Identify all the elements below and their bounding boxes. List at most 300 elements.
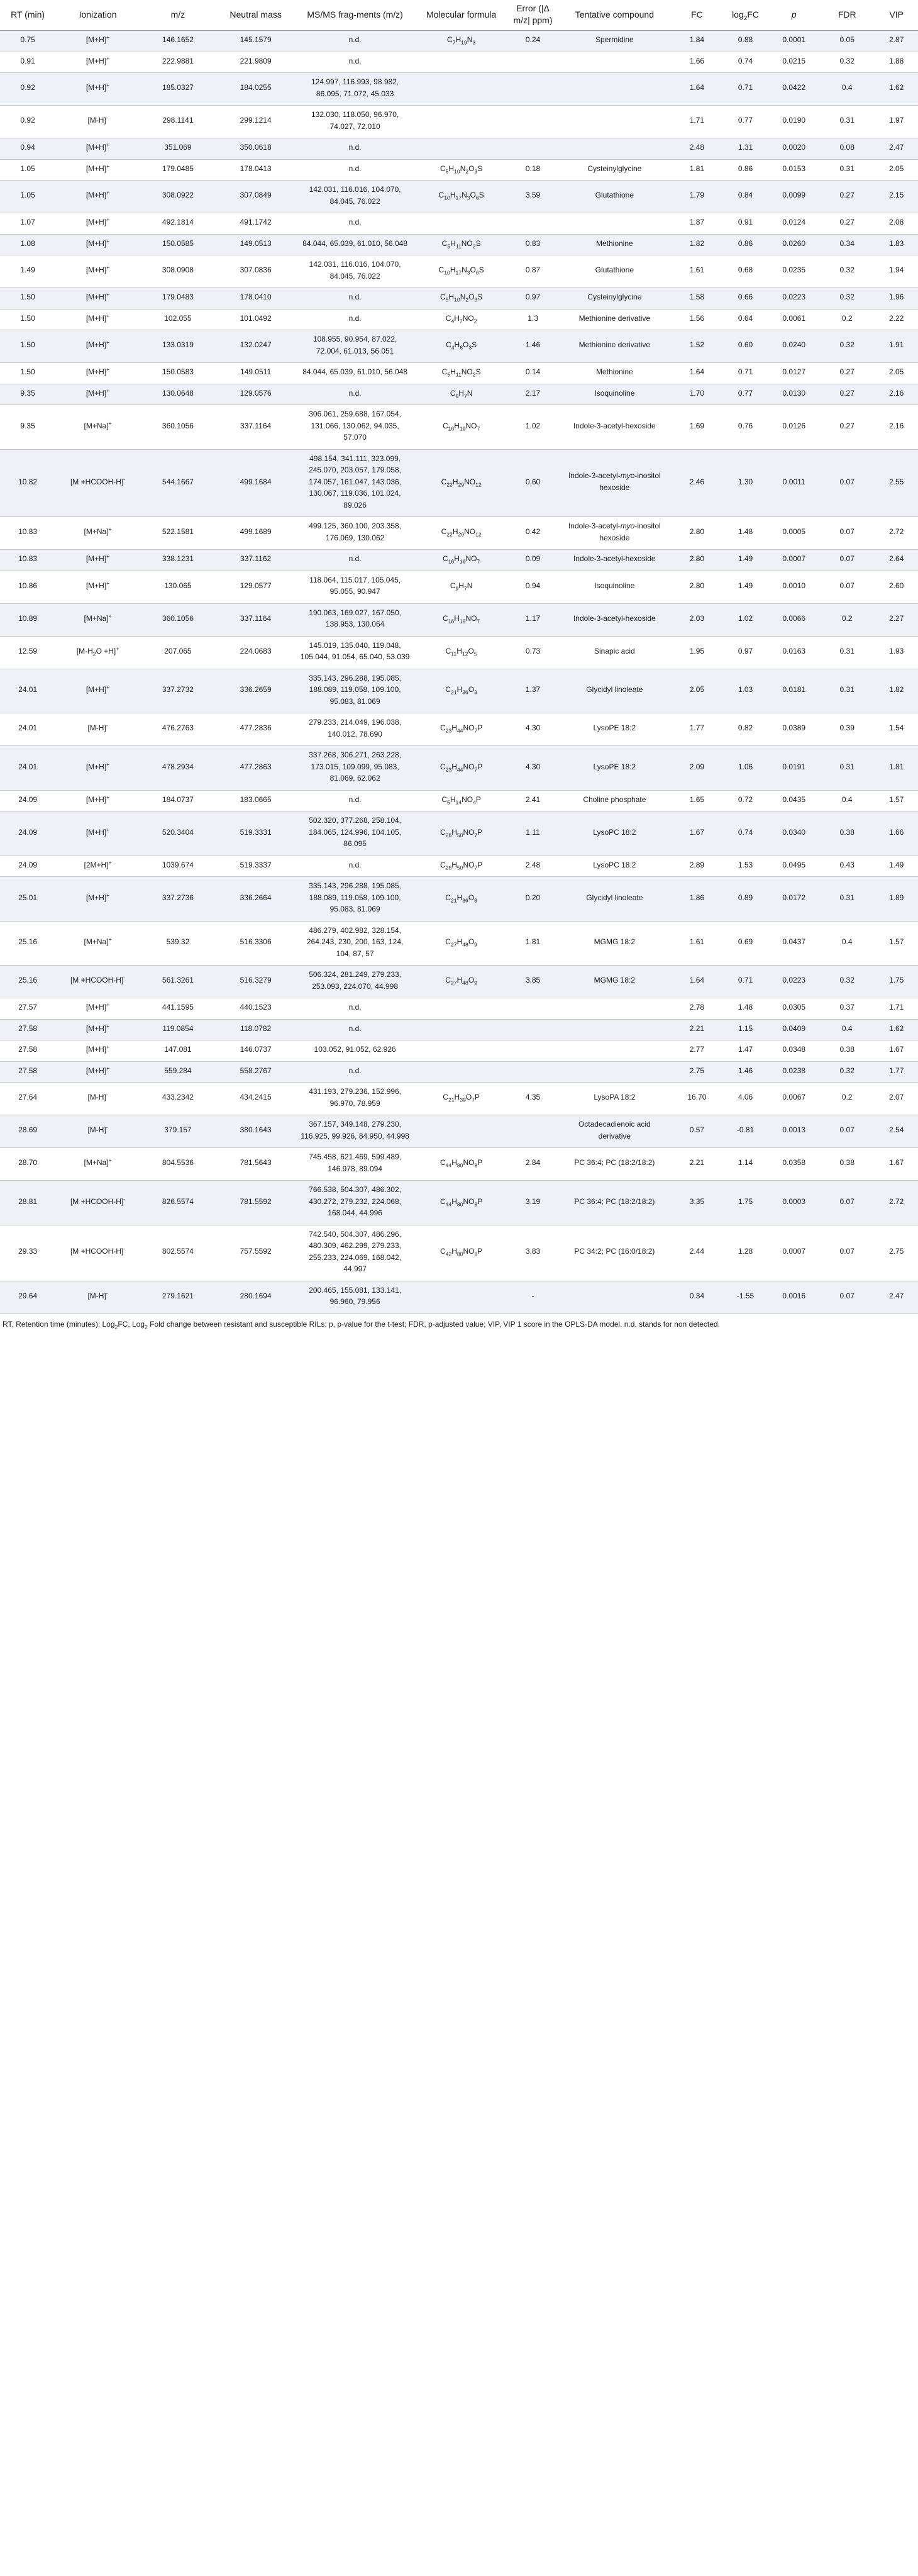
cell-tentative-compound: Sinapic acid <box>558 636 672 669</box>
cell-rt: 24.09 <box>0 811 55 856</box>
cell-vip: 1.77 <box>875 1061 918 1083</box>
cell-msms-fragments: 84.044, 65.039, 61.010, 56.048 <box>296 234 414 255</box>
cell-fc: 16.70 <box>672 1083 722 1115</box>
cell-error-ppm: 0.14 <box>508 363 557 384</box>
cell-fc: 1.95 <box>672 636 722 669</box>
cell-vip: 1.57 <box>875 790 918 811</box>
cell-fc: 2.21 <box>672 1148 722 1181</box>
cell-vip: 1.62 <box>875 1019 918 1040</box>
cell-fc: 1.56 <box>672 309 722 330</box>
cell-fc: 2.80 <box>672 517 722 550</box>
cell-neutral-mass: 519.3337 <box>216 856 296 877</box>
cell-error-ppm <box>508 106 557 138</box>
cell-tentative-compound: Choline phosphate <box>558 790 672 811</box>
cell-msms-fragments: n.d. <box>296 998 414 1020</box>
cell-p-value: 0.0066 <box>768 603 819 636</box>
cell-rt: 25.16 <box>0 921 55 966</box>
cell-log2fc: 0.77 <box>722 106 768 138</box>
table-footnote: RT, Retention time (minutes); Log$_2$FC, Log$_2$ Fold change between resistant and susceptible RILs; p, p-value for the t-test; FDR, p-adjusted value; VIP, VIP 1 score in the OPLS-DA model. n.d. stands for non detected. <box>3 1319 720 1330</box>
cell-vip: 2.15 <box>875 181 918 213</box>
cell-fc: 1.84 <box>672 31 722 52</box>
cell-fdr: 0.08 <box>819 138 875 160</box>
cell-msms-fragments: n.d. <box>296 550 414 571</box>
cell-neutral-mass: 434.2415 <box>216 1083 296 1115</box>
cell-log2fc: 0.77 <box>722 384 768 405</box>
cell-msms-fragments: 745.458, 621.469, 599.489, 146.978, 89.094 <box>296 1148 414 1181</box>
cell-error-ppm: 0.87 <box>508 255 557 288</box>
cell-tentative-compound: Octadecadienoic acid derivative <box>558 1115 672 1148</box>
cell-tentative-compound <box>558 106 672 138</box>
cell-fdr: 0.31 <box>819 159 875 181</box>
cell-molecular-formula: $C_5H_{10}N_2O_3S$ <box>414 159 508 181</box>
cell-ionization: [2M+H]+ <box>55 856 140 877</box>
cell-msms-fragments: 335.143, 296.288, 195.085, 188.089, 119.058, 109.100, 95.083, 81.069 <box>296 877 414 922</box>
cell-rt: 1.50 <box>0 288 55 309</box>
cell-p-value: 0.0437 <box>768 921 819 966</box>
cell-tentative-compound: Indole-3-acetyl-myo-inositol hexoside <box>558 517 672 550</box>
cell-rt: 27.58 <box>0 1019 55 1040</box>
cell-ionization: [M+Na]+ <box>55 603 140 636</box>
cell-error-ppm: 2.48 <box>508 856 557 877</box>
cell-neutral-mass: 757.5592 <box>216 1225 296 1281</box>
cell-p-value: 0.0223 <box>768 288 819 309</box>
cell-fdr: 0.07 <box>819 550 875 571</box>
cell-molecular-formula: $C_{22}H_{29}NO_{12}$ <box>414 449 508 517</box>
cell-neutral-mass: 146.0737 <box>216 1040 296 1062</box>
cell-error-ppm: 3.59 <box>508 181 557 213</box>
cell-mz: 337.2732 <box>140 669 216 713</box>
cell-ionization: [M+H]+ <box>55 363 140 384</box>
cell-vip: 2.08 <box>875 213 918 235</box>
table-row <box>0 1083 918 1115</box>
cell-p-value: 0.0007 <box>768 550 819 571</box>
cell-rt: 12.59 <box>0 636 55 669</box>
cell-neutral-mass: 129.0577 <box>216 571 296 603</box>
cell-log2fc: 1.06 <box>722 746 768 791</box>
cell-fdr: 0.31 <box>819 669 875 713</box>
cell-error-ppm <box>508 1040 557 1062</box>
table-row <box>0 1019 918 1040</box>
table-row <box>0 1225 918 1281</box>
cell-fdr: 0.07 <box>819 449 875 517</box>
cell-msms-fragments: 132.030, 118.050, 96.970, 74.027, 72.010 <box>296 106 414 138</box>
cell-tentative-compound: LysoPE 18:2 <box>558 713 672 746</box>
cell-ionization: $[M-H_2O +H]^+$ <box>55 636 140 669</box>
cell-neutral-mass: 477.2836 <box>216 713 296 746</box>
cell-neutral-mass: 337.1164 <box>216 405 296 450</box>
cell-error-ppm <box>508 1115 557 1148</box>
cell-rt: 1.05 <box>0 159 55 181</box>
cell-neutral-mass: 184.0255 <box>216 73 296 106</box>
table-row <box>0 877 918 922</box>
cell-p-value: 0.0409 <box>768 1019 819 1040</box>
cell-log2fc: 0.71 <box>722 73 768 106</box>
cell-error-ppm: - <box>508 1281 557 1313</box>
cell-fdr: 0.31 <box>819 746 875 791</box>
cell-mz: 351.069 <box>140 138 216 160</box>
cell-mz: 179.0483 <box>140 288 216 309</box>
cell-neutral-mass: 183.0665 <box>216 790 296 811</box>
cell-neutral-mass: 477.2863 <box>216 746 296 791</box>
table-row <box>0 309 918 330</box>
cell-ionization: [M +HCOOH-H]- <box>55 1225 140 1281</box>
cell-molecular-formula <box>414 138 508 160</box>
cell-msms-fragments: 124.997, 116.993, 98.982, 86.095, 71.072, 45.033 <box>296 73 414 106</box>
cell-vip: 1.62 <box>875 73 918 106</box>
cell-fc: 2.44 <box>672 1225 722 1281</box>
cell-molecular-formula: $C_{16}H_{19}NO_7$ <box>414 550 508 571</box>
cell-neutral-mass: 178.0413 <box>216 159 296 181</box>
cell-msms-fragments: 498.154, 341.111, 323.099, 245.070, 203.057, 179.058, 174.057, 161.047, 143.036, 130.067, 119.036, 101.024, 89.026 <box>296 449 414 517</box>
cell-msms-fragments: n.d. <box>296 856 414 877</box>
cell-vip: 2.60 <box>875 571 918 603</box>
table-row <box>0 603 918 636</box>
table-row <box>0 1148 918 1181</box>
cell-molecular-formula: $C_{44}H_{80}NO_8P$ <box>414 1148 508 1181</box>
cell-log2fc: 0.71 <box>722 363 768 384</box>
cell-log2fc: 1.49 <box>722 550 768 571</box>
cell-mz: 119.0854 <box>140 1019 216 1040</box>
cell-tentative-compound: Spermidine <box>558 31 672 52</box>
cell-rt: 29.33 <box>0 1225 55 1281</box>
cell-msms-fragments: 742.540, 504.307, 486.296, 480.309, 462.299, 279.233, 255.233, 224.069, 168.042, 44.997 <box>296 1225 414 1281</box>
cell-msms-fragments: 502.320, 377.268, 258.104, 184.065, 124.996, 104.105, 86.095 <box>296 811 414 856</box>
cell-p-value: 0.0340 <box>768 811 819 856</box>
cell-molecular-formula <box>414 106 508 138</box>
cell-rt: 9.35 <box>0 384 55 405</box>
cell-log2fc: 1.48 <box>722 517 768 550</box>
col-header-neutral-mass: Neutral mass <box>216 0 296 31</box>
table-row <box>0 856 918 877</box>
cell-rt: 10.89 <box>0 603 55 636</box>
cell-fdr: 0.4 <box>819 1019 875 1040</box>
cell-fdr: 0.4 <box>819 790 875 811</box>
cell-mz: 130.065 <box>140 571 216 603</box>
cell-vip: 1.93 <box>875 636 918 669</box>
cell-ionization: [M +HCOOH-H]- <box>55 966 140 998</box>
cell-fdr: 0.2 <box>819 1083 875 1115</box>
cell-neutral-mass: 307.0849 <box>216 181 296 213</box>
cell-mz: 102.055 <box>140 309 216 330</box>
cell-molecular-formula <box>414 1281 508 1313</box>
cell-rt: 1.49 <box>0 255 55 288</box>
cell-fc: 1.64 <box>672 73 722 106</box>
cell-rt: 10.83 <box>0 550 55 571</box>
cell-mz: 222.9881 <box>140 52 216 73</box>
cell-rt: 1.50 <box>0 330 55 363</box>
cell-fc: 1.87 <box>672 213 722 235</box>
cell-error-ppm: 4.35 <box>508 1083 557 1115</box>
cell-msms-fragments: 279.233, 214.049, 196.038, 140.012, 78.690 <box>296 713 414 746</box>
cell-molecular-formula: $C_{16}H_{19}NO_7$ <box>414 603 508 636</box>
cell-fc: 2.78 <box>672 998 722 1020</box>
cell-molecular-formula: $C_{21}H_{36}O_3$ <box>414 877 508 922</box>
cell-fc: 1.82 <box>672 234 722 255</box>
cell-rt: 1.08 <box>0 234 55 255</box>
cell-msms-fragments: 766.538, 504.307, 486.302, 430.272, 279.232, 224.068, 168.044, 44.996 <box>296 1181 414 1225</box>
cell-mz: 544.1667 <box>140 449 216 517</box>
cell-tentative-compound: Glycidyl linoleate <box>558 669 672 713</box>
cell-fdr: 0.07 <box>819 1181 875 1225</box>
cell-fdr: 0.32 <box>819 1061 875 1083</box>
cell-fc: 3.35 <box>672 1181 722 1225</box>
cell-fc: 1.71 <box>672 106 722 138</box>
table-row <box>0 255 918 288</box>
cell-neutral-mass: 129.0576 <box>216 384 296 405</box>
cell-fc: 1.70 <box>672 384 722 405</box>
cell-error-ppm: 0.20 <box>508 877 557 922</box>
cell-rt: 27.58 <box>0 1061 55 1083</box>
cell-ionization: [M+H]+ <box>55 669 140 713</box>
cell-fc: 1.77 <box>672 713 722 746</box>
cell-msms-fragments: 84.044, 65.039, 61.010, 56.048 <box>296 363 414 384</box>
table-row <box>0 1181 918 1225</box>
cell-p-value: 0.0191 <box>768 746 819 791</box>
cell-p-value: 0.0013 <box>768 1115 819 1148</box>
cell-ionization: [M +HCOOH-H]- <box>55 1181 140 1225</box>
cell-error-ppm: 1.11 <box>508 811 557 856</box>
cell-molecular-formula <box>414 1115 508 1148</box>
cell-msms-fragments: 145.019, 135.040, 119.048, 105.044, 91.054, 65.040, 53.039 <box>296 636 414 669</box>
cell-mz: 150.0585 <box>140 234 216 255</box>
cell-molecular-formula: $C_{16}H_{19}NO_7$ <box>414 405 508 450</box>
cell-error-ppm <box>508 1061 557 1083</box>
col-header-fdr: FDR <box>819 0 875 31</box>
cell-tentative-compound: Glutathione <box>558 255 672 288</box>
table-row <box>0 1115 918 1148</box>
cell-error-ppm: 0.09 <box>508 550 557 571</box>
cell-tentative-compound: Glutathione <box>558 181 672 213</box>
cell-log2fc: 1.75 <box>722 1181 768 1225</box>
cell-molecular-formula: $C_4H_8O_3S$ <box>414 330 508 363</box>
cell-fc: 2.80 <box>672 571 722 603</box>
cell-ionization: [M-H]- <box>55 1281 140 1313</box>
cell-error-ppm: 0.94 <box>508 571 557 603</box>
cell-error-ppm: 4.30 <box>508 746 557 791</box>
cell-fdr: 0.32 <box>819 52 875 73</box>
cell-p-value: 0.0235 <box>768 255 819 288</box>
cell-mz: 337.2736 <box>140 877 216 922</box>
cell-mz: 804.5536 <box>140 1148 216 1181</box>
cell-log2fc: 1.02 <box>722 603 768 636</box>
cell-log2fc: -0.81 <box>722 1115 768 1148</box>
cell-fc: 2.89 <box>672 856 722 877</box>
cell-rt: 24.01 <box>0 746 55 791</box>
col-header-rt: RT (min) <box>0 0 55 31</box>
cell-msms-fragments: 335.143, 296.288, 195.085, 188.089, 119.058, 109.100, 95.083, 81.069 <box>296 669 414 713</box>
cell-msms-fragments: 118.064, 115.017, 105.045, 95.055, 90.947 <box>296 571 414 603</box>
cell-tentative-compound: Methionine derivative <box>558 309 672 330</box>
cell-rt: 28.69 <box>0 1115 55 1148</box>
cell-ionization: [M+H]+ <box>55 330 140 363</box>
cell-molecular-formula: $C_{11}H_{12}O_5$ <box>414 636 508 669</box>
cell-rt: 9.35 <box>0 405 55 450</box>
cell-error-ppm: 3.83 <box>508 1225 557 1281</box>
cell-molecular-formula <box>414 52 508 73</box>
cell-mz: 441.1595 <box>140 998 216 1020</box>
cell-tentative-compound <box>558 1040 672 1062</box>
table-row <box>0 288 918 309</box>
cell-p-value: 0.0190 <box>768 106 819 138</box>
cell-tentative-compound: MGMG 18:2 <box>558 921 672 966</box>
cell-molecular-formula: $C_{21}H_{36}O_3$ <box>414 669 508 713</box>
cell-p-value: 0.0181 <box>768 669 819 713</box>
cell-fc: 1.52 <box>672 330 722 363</box>
cell-neutral-mass: 132.0247 <box>216 330 296 363</box>
cell-ionization: [M+H]+ <box>55 877 140 922</box>
cell-rt: 0.91 <box>0 52 55 73</box>
table-row <box>0 1061 918 1083</box>
cell-error-ppm: 1.02 <box>508 405 557 450</box>
cell-msms-fragments: n.d. <box>296 288 414 309</box>
cell-fc: 2.48 <box>672 138 722 160</box>
cell-log2fc: 1.46 <box>722 1061 768 1083</box>
cell-fc: 1.79 <box>672 181 722 213</box>
cell-fdr: 0.38 <box>819 1148 875 1181</box>
cell-log2fc: 4.06 <box>722 1083 768 1115</box>
cell-fdr: 0.43 <box>819 856 875 877</box>
cell-p-value: 0.0153 <box>768 159 819 181</box>
cell-rt: 24.01 <box>0 713 55 746</box>
cell-rt: 1.05 <box>0 181 55 213</box>
cell-msms-fragments: 200.465, 155.081, 133.141, 96.960, 79.956 <box>296 1281 414 1313</box>
cell-molecular-formula: $C_{10}H_{17}N_3O_6S$ <box>414 181 508 213</box>
cell-molecular-formula: $C_{42}H_{80}NO_8P$ <box>414 1225 508 1281</box>
cell-rt: 24.09 <box>0 790 55 811</box>
cell-p-value: 0.0240 <box>768 330 819 363</box>
cell-ionization: [M+Na]+ <box>55 921 140 966</box>
table-row <box>0 213 918 235</box>
cell-error-ppm: 0.60 <box>508 449 557 517</box>
cell-fdr: 0.27 <box>819 384 875 405</box>
table-row <box>0 669 918 713</box>
cell-tentative-compound <box>558 998 672 1020</box>
cell-neutral-mass: 224.0683 <box>216 636 296 669</box>
cell-vip: 2.72 <box>875 517 918 550</box>
cell-tentative-compound: PC 36:4; PC (18:2/18:2) <box>558 1181 672 1225</box>
cell-msms-fragments: n.d. <box>296 1019 414 1040</box>
table-row <box>0 31 918 52</box>
cell-tentative-compound: Methionine <box>558 234 672 255</box>
cell-molecular-formula <box>414 73 508 106</box>
cell-ionization: [M+H]+ <box>55 31 140 52</box>
cell-tentative-compound <box>558 1281 672 1313</box>
cell-error-ppm: 1.3 <box>508 309 557 330</box>
cell-log2fc: 0.89 <box>722 877 768 922</box>
cell-ionization: [M+H]+ <box>55 181 140 213</box>
cell-log2fc: 1.47 <box>722 1040 768 1062</box>
cell-vip: 1.81 <box>875 746 918 791</box>
cell-mz: 207.065 <box>140 636 216 669</box>
cell-log2fc: 0.66 <box>722 288 768 309</box>
cell-vip: 2.07 <box>875 1083 918 1115</box>
cell-rt: 27.58 <box>0 1040 55 1062</box>
cell-p-value: 0.0061 <box>768 309 819 330</box>
cell-neutral-mass: 440.1523 <box>216 998 296 1020</box>
cell-p-value: 0.0127 <box>768 363 819 384</box>
cell-ionization: [M+H]+ <box>55 998 140 1020</box>
cell-neutral-mass: 336.2664 <box>216 877 296 922</box>
cell-molecular-formula: $C_5H_{14}NO_4P$ <box>414 790 508 811</box>
cell-molecular-formula: $C_5H_{11}NO_2S$ <box>414 363 508 384</box>
cell-msms-fragments: n.d. <box>296 138 414 160</box>
cell-mz: 360.1056 <box>140 603 216 636</box>
cell-mz: 492.1814 <box>140 213 216 235</box>
cell-msms-fragments: n.d. <box>296 52 414 73</box>
table-row <box>0 966 918 998</box>
cell-ionization: [M-H]- <box>55 713 140 746</box>
cell-vip: 1.57 <box>875 921 918 966</box>
cell-neutral-mass: 337.1162 <box>216 550 296 571</box>
cell-p-value: 0.0016 <box>768 1281 819 1313</box>
cell-msms-fragments: 306.061, 259.688, 167.054, 131.066, 130.062, 94.035, 57.070 <box>296 405 414 450</box>
cell-mz: 308.0908 <box>140 255 216 288</box>
cell-rt: 0.94 <box>0 138 55 160</box>
cell-tentative-compound <box>558 1019 672 1040</box>
cell-msms-fragments: 190.063, 169.027, 167.050, 138.953, 130.064 <box>296 603 414 636</box>
cell-mz: 478.2934 <box>140 746 216 791</box>
cell-fdr: 0.2 <box>819 309 875 330</box>
cell-vip: 2.05 <box>875 159 918 181</box>
cell-ionization: [M+H]+ <box>55 1019 140 1040</box>
cell-fdr: 0.4 <box>819 73 875 106</box>
cell-ionization: [M+H]+ <box>55 159 140 181</box>
cell-msms-fragments: n.d. <box>296 1061 414 1083</box>
cell-vip: 2.16 <box>875 405 918 450</box>
cell-molecular-formula: $C_{23}H_{44}NO_7P$ <box>414 713 508 746</box>
col-header-error-ppm: Error (|Δ m/z| ppm) <box>508 0 557 31</box>
cell-msms-fragments: n.d. <box>296 159 414 181</box>
cell-molecular-formula <box>414 998 508 1020</box>
cell-error-ppm <box>508 73 557 106</box>
col-header-p-value: p <box>768 0 819 31</box>
cell-molecular-formula: $C_4H_7NO_2$ <box>414 309 508 330</box>
cell-molecular-formula <box>414 1040 508 1062</box>
cell-vip: 2.05 <box>875 363 918 384</box>
cell-vip: 2.87 <box>875 31 918 52</box>
cell-log2fc: 1.14 <box>722 1148 768 1181</box>
cell-p-value: 0.0126 <box>768 405 819 450</box>
col-header-molecular-formula: Molecular formula <box>414 0 508 31</box>
cell-rt: 1.07 <box>0 213 55 235</box>
cell-fc: 2.46 <box>672 449 722 517</box>
cell-mz: 379.157 <box>140 1115 216 1148</box>
cell-neutral-mass: 491.1742 <box>216 213 296 235</box>
cell-molecular-formula: $C_{27}H_{48}O_9$ <box>414 921 508 966</box>
cell-fc: 2.03 <box>672 603 722 636</box>
cell-fc: 0.34 <box>672 1281 722 1313</box>
cell-fdr: 0.39 <box>819 713 875 746</box>
cell-vip: 1.96 <box>875 288 918 309</box>
cell-fc: 1.64 <box>672 363 722 384</box>
cell-p-value: 0.0011 <box>768 449 819 517</box>
cell-tentative-compound: LysoPE 18:2 <box>558 746 672 791</box>
cell-log2fc: 0.76 <box>722 405 768 450</box>
col-header-mz: m/z <box>140 0 216 31</box>
cell-mz: 360.1056 <box>140 405 216 450</box>
table-row <box>0 1281 918 1313</box>
cell-mz: 147.081 <box>140 1040 216 1062</box>
cell-molecular-formula: $C_9H_7N$ <box>414 384 508 405</box>
cell-mz: 130.0648 <box>140 384 216 405</box>
cell-neutral-mass: 499.1689 <box>216 517 296 550</box>
cell-tentative-compound <box>558 138 672 160</box>
cell-rt: 25.01 <box>0 877 55 922</box>
cell-rt: 28.70 <box>0 1148 55 1181</box>
col-header-log2fc: $\log_2FC$ <box>722 0 768 31</box>
cell-tentative-compound: MGMG 18:2 <box>558 966 672 998</box>
cell-molecular-formula <box>414 1061 508 1083</box>
